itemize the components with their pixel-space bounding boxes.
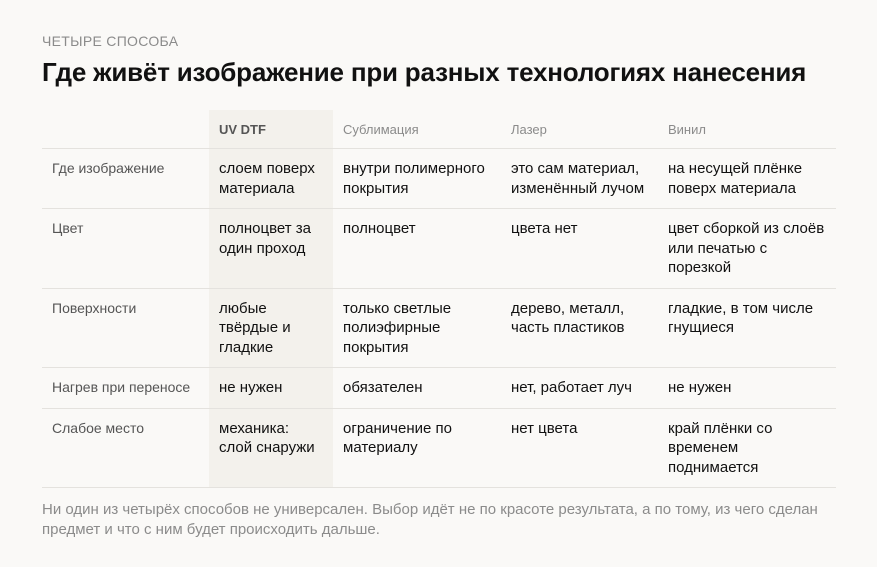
table-row-color [42,209,836,289]
row-label: Поверхности [42,288,209,368]
table-cell: ограничение по материалу [343,419,452,456]
table-row-image-location [42,149,836,209]
table-cell: обязателен [333,368,501,409]
table-cell: край плёнки со временем поднимается [668,419,773,476]
comparison-table [42,110,836,487]
page-title: Где живёт изображение при разных технологиях нанесения [42,57,807,87]
table-cell: дерево, металл, часть пластиков [501,288,658,368]
column-header-laser: Лазер [501,110,658,149]
table-cell: цвет сборкой из слоёв или печатью с порезкой [658,209,836,289]
column-header-vinyl: Винил [658,110,836,149]
table-cell: только светлые полиэфирные покрытия [333,288,501,368]
table-cell: цвета нет [501,209,658,289]
footer-note: Ни один из четырёх способов не универсален. Выбор идёт не по красоте результата, а по тому, из чего сделан предмет и что с ним будет происходить дальше. [42,501,818,538]
table-row-weak-point [42,408,836,487]
column-header-sublimation: Сублимация [333,110,501,149]
section-eyebrow: ЧЕТЫРЕ СПОСОБА [42,33,179,49]
row-label: Где изображение [42,149,209,209]
table-cell: полноцвет [333,209,501,289]
table-row-heating [42,368,836,409]
table-cell: механика: слой снаружи [209,408,333,487]
row-label: Нагрев при переносе [42,368,209,409]
footer-divider [42,487,836,488]
table-cell: нет, работает луч [501,368,658,409]
row-label: Цвет [42,209,209,289]
column-header-empty [42,110,209,149]
table-cell: полноцвет за один проход [209,209,333,289]
table-cell: внутри полимерного покрытия [333,149,501,209]
table-header-row [42,110,836,149]
row-label: Слабое место [52,419,144,436]
table-cell: не нужен [658,368,836,409]
table-cell: гладкие, в том числе гнущиеся [658,288,836,368]
table-cell: это сам материал, изменённый лучом [501,149,658,209]
table-cell: любые твёрдые и гладкие [209,288,333,368]
table-cell: на несущей плёнке поверх материала [658,149,836,209]
table-row-surfaces [42,288,836,368]
table-cell: не нужен [209,368,333,409]
table-cell: нет цвета [511,419,578,437]
table-cell: слоем поверх материала [209,149,333,209]
column-header-uv-dtf: UV DTF [209,110,333,149]
